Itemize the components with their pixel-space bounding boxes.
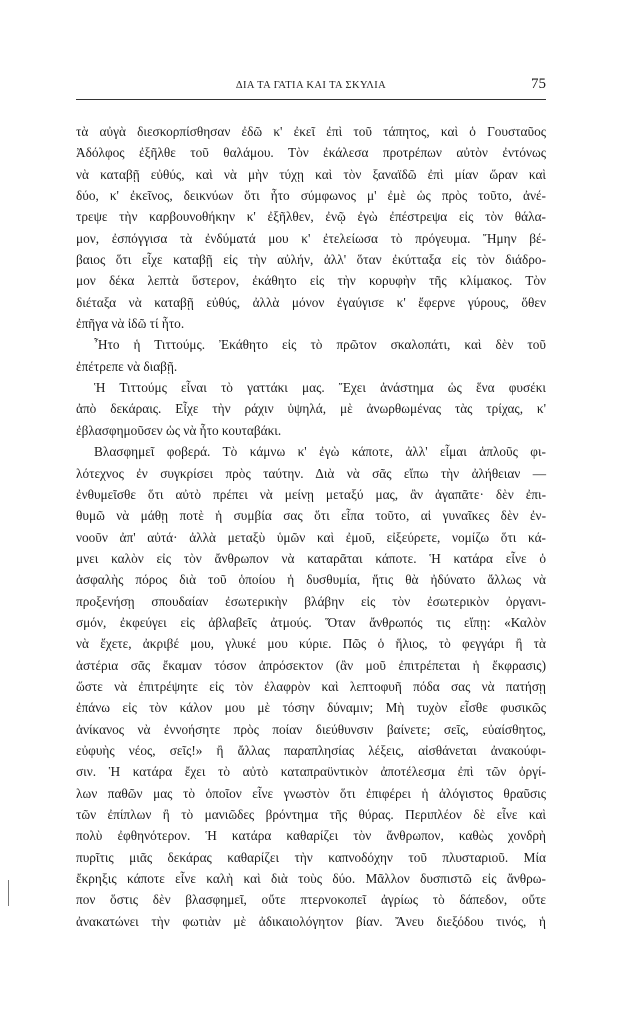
text-line: διέταξα νὰ καταβῇ εὐθύς, ἀλλὰ μόνον ἐγαύγισε κ' ἔφερνε γύρους, ὅθεν [76, 294, 546, 310]
page-number: 75 [531, 76, 546, 92]
text-line: Βλασφημεῖ φοβερά. Τὸ κάμνω κ' ἐγὼ κάποτε, ἀλλ' εἶμαι ἁπλοῦς φι- [94, 444, 546, 460]
text-line: ἐπάνω εἰς τὸν κάλον μου μὲ τόσην δύναμιν; Μὴ τυχὸν εἶσθε φυσικῶς [76, 700, 546, 716]
text-line: δύο, κ' ἐκεῖνος, δεικνύων ὅτι ἦτο σύμφωνος μ' ἐμὲ ὡς πρὸς τοῦτο, ἀνέ- [76, 188, 546, 204]
text-line: μνει καλὸν εἰς τὸν ἄνθρωπον νὰ καταρᾶται κάποτε. Ἡ κατάρα εἶνε ὁ [76, 550, 546, 566]
text-line: ἀνίκανος νὰ ἐννοήσητε πρὸς ποίαν διεύθυνσιν βαίνετε; σεῖς, εὐαίσθητος, [76, 721, 546, 737]
text-line: θυμῶ νὰ μάθῃ ποτὲ ἡ συμβία σας ὅτι εἶπα τοῦτο, αἱ γυναῖκες δὲν ἐν- [76, 508, 546, 524]
text-line: ἐπέτρεπε νὰ διαβῇ. [76, 358, 178, 374]
text-line: Ἦτο ἡ Τιττούμς. Ἐκάθητο εἰς τὸ πρῶτον σκαλοπάτι, καὶ δὲν τοῦ [94, 337, 546, 353]
page-header [76, 76, 546, 98]
text-line: πον ὅστις δὲν βλασφημεῖ, οὔτε πτερνοκοπεῖ ἀγρίως τὸ δάπεδον, οὔτε [76, 892, 546, 908]
text-line: λότεχνος ἐν συγκρίσει πρὸς ταύτην. Διὰ νὰ σᾶς εἴπω τὴν ἀλήθειαν — [76, 465, 546, 481]
text-line: νοοῦν ἀπ' αὐτά· ἀλλὰ μεταξὺ ὑμῶν καὶ ἐμοῦ, εἰξεύρετε, νομίζω ὅτι κά- [76, 529, 546, 545]
text-line: ἀσφαλὴς πόρος διὰ τοῦ ὁποίου ἡ δυσθυμία, ἥτις θὰ ἠδύνατο ἄλλως νὰ [76, 572, 546, 588]
text-line: ἐπῆγα νὰ ἰδῶ τί ἦτο. [76, 316, 185, 332]
text-line: πολὺ ἐφθηνότερον. Ἡ κατάρα καθαρίζει τὸν ἄνθρωπον, καθὼς χονδρὴ [76, 828, 546, 844]
text-line: μον δέκα λεπτὰ ὕστερον, ἐκάθητο εἰς τὴν κορυφὴν τῆς κλίμακος. Τὸν [76, 273, 546, 289]
text-line: ὥστε νὰ ἐπιτρέψητε εἰς τὸν ἐλαφρὸν καὶ λεπτοφυῆ πόδα σας νὰ πατήσῃ [76, 678, 546, 694]
margin-mark [8, 880, 9, 906]
header-rule [76, 99, 546, 100]
text-line: πυρῖτις μιᾶς δεκάρας καθαρίζει τὴν καπνοδόχην τοῦ πλυσταριοῦ. Μία [76, 849, 546, 865]
text-line: προξενήσῃ σπουδαίαν ἐσωτερικὴν βλάβην εἰς τὸν ἐσωτερικὸν ὀργανι- [76, 593, 546, 609]
text-line: Ἀδόλφος ἐξῆλθε τοῦ θαλάμου. Τὸν ἐκάλεσα προτρέπων αὐτὸν ἐντόνως [76, 145, 546, 161]
text-line: ἀπὸ δεκάραις. Εἶχε τὴν ράχιν ὑψηλά, μὲ ἀνωρθωμένας τὰς τρίχας, κ' [76, 401, 546, 417]
text-line: ἔκρηξις κάποτε εἶνε καλὴ καὶ διὰ τοὺς δύο. Μᾶλλον δυσπιστῶ εἰς ἄνθρω- [76, 871, 546, 887]
text-line: ἀστέρια σᾶς ἔκαμαν τόσον ἀπρόσεκτον (ἂν μοῦ ἐπιτρέπεται ἡ ἔκφρασις) [76, 657, 546, 673]
text-line: ἀνακατώνει τὴν φωτιὰν μὲ ἀδικαιολόγητον βίαν. Ἄνευ διεξόδου τινός, ἡ [76, 913, 546, 929]
text-line: Ἡ Τιττούμς εἶναι τὸ γαττάκι μας. Ἔχει ἀνάστημα ὡς ἕνα φυσέκι [94, 380, 546, 396]
text-line: νὰ καταβῇ εὐθύς, καὶ νὰ μὴν τύχῃ καὶ τὸν ξαναϊδῶ ἐπὶ μίαν ὥραν καὶ [76, 166, 546, 182]
text-line: εὐφυὴς νέος, σεῖς!» ἢ ἄλλας παραπλησίας λέξεις, αἰσθάνεται ἀνακούφι- [76, 742, 546, 758]
text-line: νὰ ἔχετε, ἀκριβέ μου, γλυκέ μου κύριε. Πῶς ὁ ἥλιος, τὸ φεγγάρι ἢ τὰ [76, 636, 546, 652]
running-title: ΔΙΑ ΤΑ ΓΑΤΙΑ ΚΑΙ ΤΑ ΣΚΥΛΙΑ [235, 80, 387, 91]
text-line: βαιος ὅτι εἶχε καταβῇ εἰς τὴν αὐλήν, ἀλλ' ὅταν ἐκύτταξα εἰς τὸν διάδρο- [76, 252, 546, 268]
text-line: ἐνθυμεῖσθε ὅτι αὐτὸ πρέπει νὰ μείνῃ μεταξύ μας, ἂν ἀγαπᾶτε· δὲν ἐπι- [76, 486, 546, 502]
text-line: τὰ αὐγὰ διεσκορπίσθησαν ἐδῶ κ' ἐκεῖ ἐπὶ τοῦ τάπητος, καὶ ὁ Γουσταῦος [76, 124, 546, 139]
text-line: τῶν ἐπίπλων ἢ τὸ μανιῶδες βρόντημα τῆς θύρας. Περιπλέον δὲ εἶνε καὶ [76, 807, 546, 822]
body-text [76, 121, 546, 932]
text-line: μον, ἐσπόγγισα τὰ ἐνδύματά μου κ' ἐτελείωσα τὸ πρόγευμα. Ἤμην βέ- [76, 230, 546, 246]
text-line: σμόν, ἐκφεύγει εἰς ἀβλαβεῖς ἀτμούς. Ὅταν ἄνθρωπός τις εἴπῃ: «Καλὸν [76, 614, 546, 630]
text-line: σιν. Ἡ κατάρα ἔχει τὸ αὐτὸ καταπραϋντικὸν ἀποτέλεσμα ἐπὶ τῶν ὀργί- [76, 764, 546, 780]
text-line: λων παθῶν μας τὸ ὁποῖον εἶνε γνωστὸν ὅτι ἐπιφέρει ἡ ἀλόγιστος θραῦσις [76, 785, 546, 801]
text-line: ἐβλασφημοῦσεν ὡς νὰ ἦτο κουταβάκι. [76, 422, 282, 438]
text-line: τρεψε τὴν καρβουνοθήκην κ' ἐξῆλθεν, ἐνῷ ἐγὼ ἐπέστρεψα εἰς τὸν θάλα- [76, 209, 546, 225]
